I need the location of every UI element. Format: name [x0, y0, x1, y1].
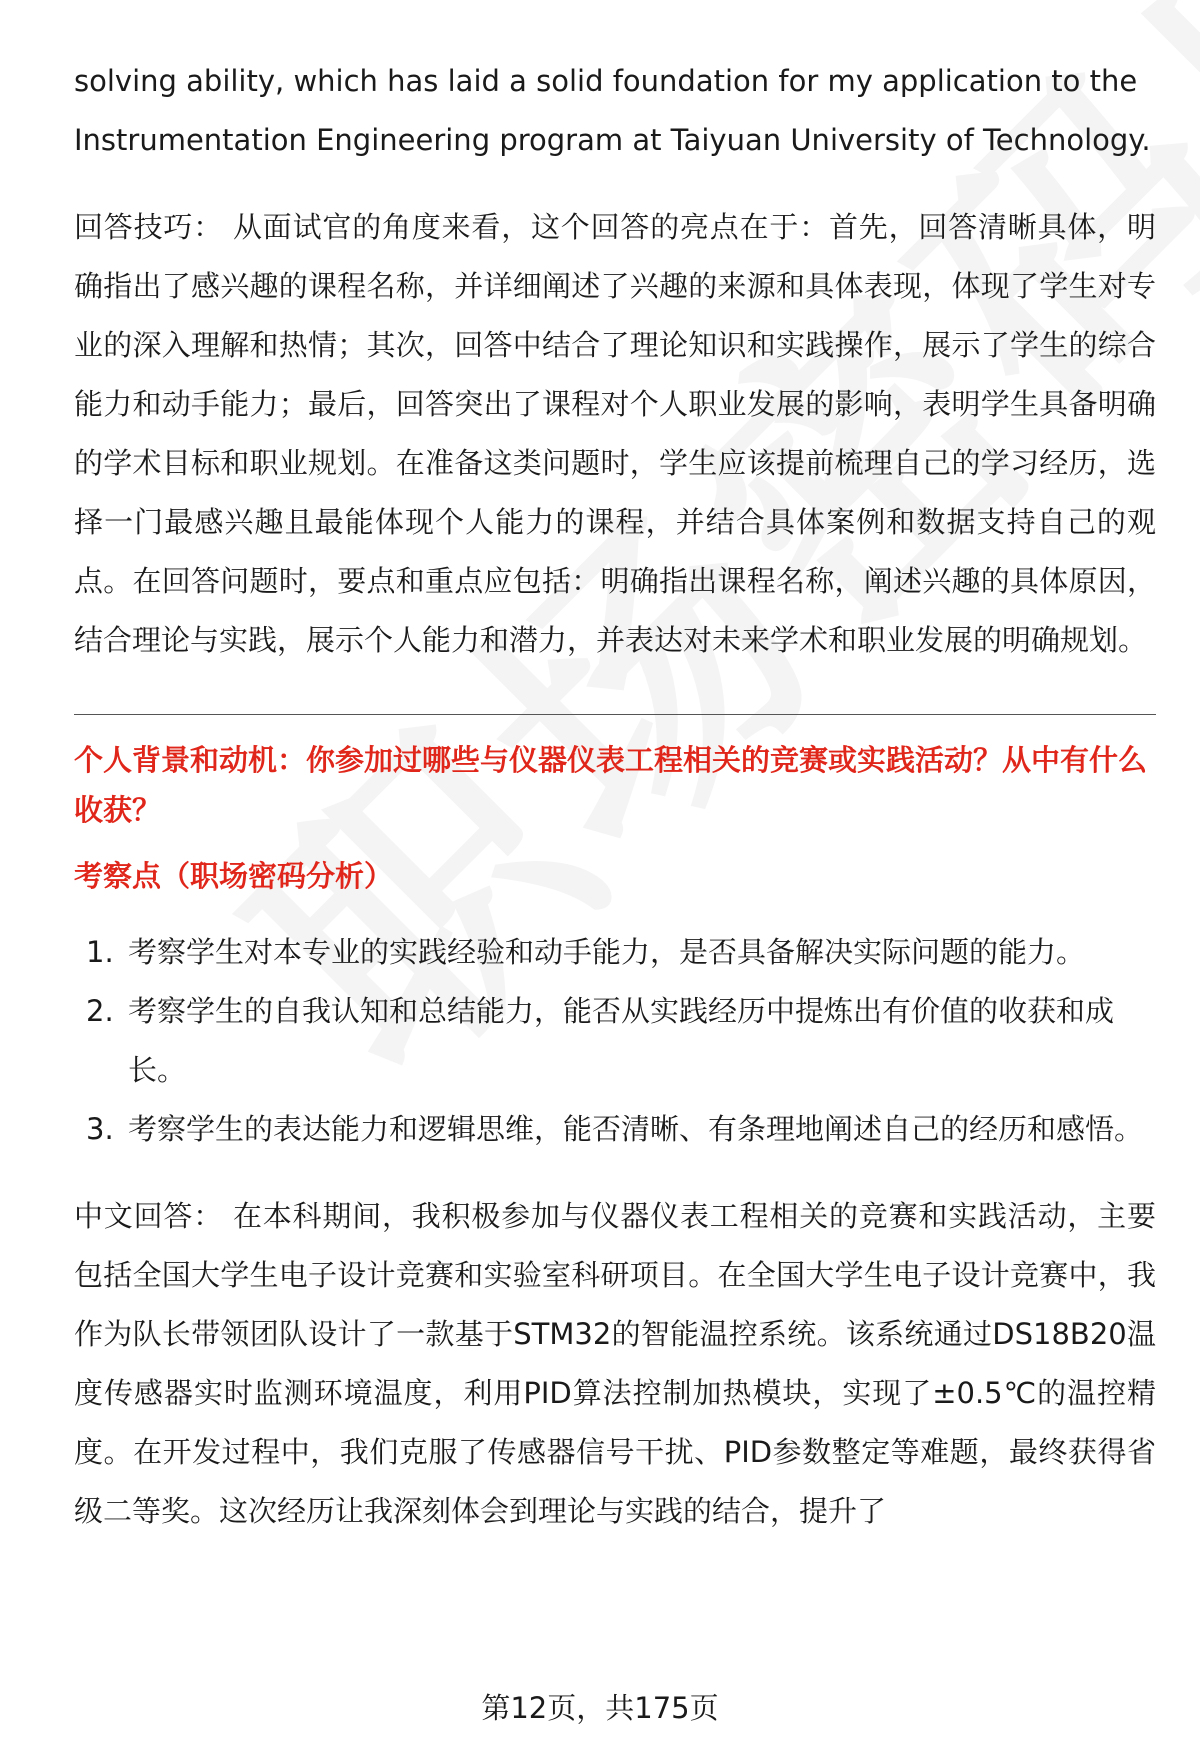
list-item [74, 923, 1156, 982]
page-number-footer: 第12页，共175页 [481, 1691, 719, 1725]
document-page [74, 52, 1156, 1541]
list-item [74, 1100, 1156, 1159]
intro-en-line-2: Instrumentation Engineering program at Taiyuan University of Technology. [74, 123, 1151, 157]
list-item-number: 2. [86, 994, 114, 1028]
list-item-text: 考察学生对本专业的实践经验和动手能力，是否具备解决实际问题的能力。 [128, 935, 1086, 969]
analysis-heading: 考察点（职场密码分析） [74, 859, 394, 893]
chinese-answer-paragraph: 中文回答： 在本科期间，我积极参加与仪器仪表工程相关的竞赛和实践活动，主要包括全国大学生电子设计竞赛和实验室科研项目。在全国大学生电子设计竞赛中，我作为队长带领团队设计了一款基于STM32的智能温控系统。该系统通过DS18B20温度传感器实时监测环境温度，利用PID算法控制加热模块，实现了±0.5℃的温控精度。在开发过程中，我们克服了传感器信号干扰、PID参数整定等难题，最终获得省级二等奖。这次经历让我深刻体会到理论与实践的结合，提升了 [74, 1199, 1156, 1528]
list-item-number: 3. [86, 1112, 114, 1146]
answer-tips-paragraph: 回答技巧： 从面试官的角度来看，这个回答的亮点在于：首先，回答清晰具体，明确指出了感兴趣的课程名称，并详细阐述了兴趣的来源和具体表现，体现了学生对专业的深入理解和热情；其次，回答中结合了理论知识和实践操作，展示了学生的综合能力和动手能力；最后，回答突出了课程对个人职业发展的影响，表明学生具备明确的学术目标和职业规划。在准备这类问题时，学生应该提前梳理自己的学习经历，选择一门最感兴趣且最能体现个人能力的课程，并结合具体案例和数据支持自己的观点。在回答问题时，要点和重点应包括：明确指出课程名称，阐述兴趣的具体原因，结合理论与实践，展示个人能力和潜力，并表达对未来学术和职业发展的明确规划。 [74, 210, 1156, 657]
list-item-text: 考察学生的自我认知和总结能力，能否从实践经历中提炼出有价值的收获和成长。 [128, 994, 1115, 1087]
list-item-text: 考察学生的表达能力和逻辑思维，能否清晰、有条理地阐述自己的经历和感悟。 [128, 1112, 1144, 1146]
intro-en-line-1: solving ability, which has laid a solid foundation for my application to the [74, 64, 1138, 98]
list-item-number: 1. [86, 935, 114, 969]
list-item [74, 982, 1156, 1100]
question-heading: 个人背景和动机：你参加过哪些与仪器仪表工程相关的竞赛或实践活动？从中有什么收获？ [74, 743, 1148, 827]
analysis-list [74, 923, 1156, 1159]
